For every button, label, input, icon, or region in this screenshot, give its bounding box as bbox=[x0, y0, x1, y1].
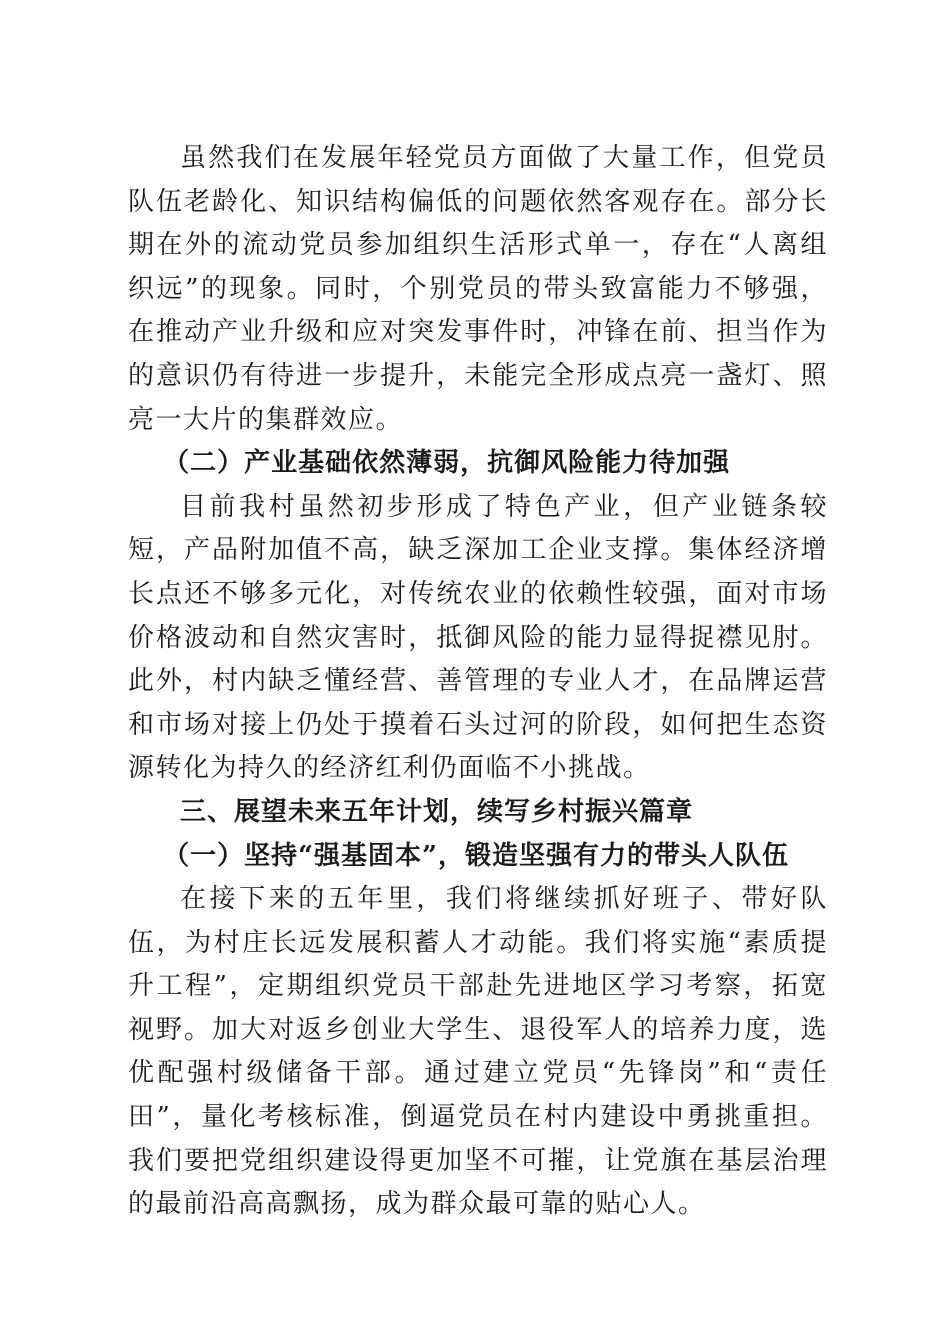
section-heading-five-year-plan: 三、展望未来五年计划，续写乡村振兴篇章 bbox=[180, 796, 694, 827]
paragraph-talent-building: 在接下来的五年里，我们将继续抓好班子、带好队伍，为村庄长远发展积蓄人才动能。我们将实施“素质提升工程”，定期组织党员干部赴先进地区学习考察，拓宽视野。加大对返乡创业大学生、退役军人的培养力度，选优配强村级储备干部。通过建立党员“先锋岗”和“责任田”，量化考核标准，倒逼党员在村内建设中勇挑重担。我们要把党组织建设得更加坚不可摧，让党旗在基层治理的最前沿高高飘扬，成为群众最可靠的贴心人。 bbox=[128, 884, 828, 1220]
paragraph-industry-weakness: 目前我村虽然初步形成了特色产业，但产业链条较短，产品附加值不高，缺乏深加工企业支撑。集体经济增长点还不够多元化，对传统农业的依赖性较强，面对市场价格波动和自然灾害时，抵御风险的能力显得捉襟见肘。此外，村内缺乏懂经营、善管理的专业人才，在品牌运营和市场对接上仍处于摸着石头过河的阶段，如何把生态资源转化为持久的经济红利仍面临不小挑战。 bbox=[128, 491, 828, 784]
document-body bbox=[128, 137, 828, 1227]
subheading-leadership-team: （一）坚持“强基固本”，锻造坚强有力的带头人队伍 bbox=[163, 840, 790, 871]
subheading-industry-foundation: （二）产业基础依然薄弱，抗御风险能力待加强 bbox=[163, 448, 731, 479]
paragraph-party-member-issues: 虽然我们在发展年轻党员方面做了大量工作，但党员队伍老龄化、知识结构偏低的问题依然客观存在。部分长期在外的流动党员参加组织生活形式单一，存在“人离组织远”的现象。同时，个别党员的带头致富能力不够强，在推动产业升级和应对突发事件时，冲锋在前、担当作为的意识仍有待进一步提升，未能完全形成点亮一盏灯、照亮一大片的集群效应。 bbox=[128, 143, 828, 435]
